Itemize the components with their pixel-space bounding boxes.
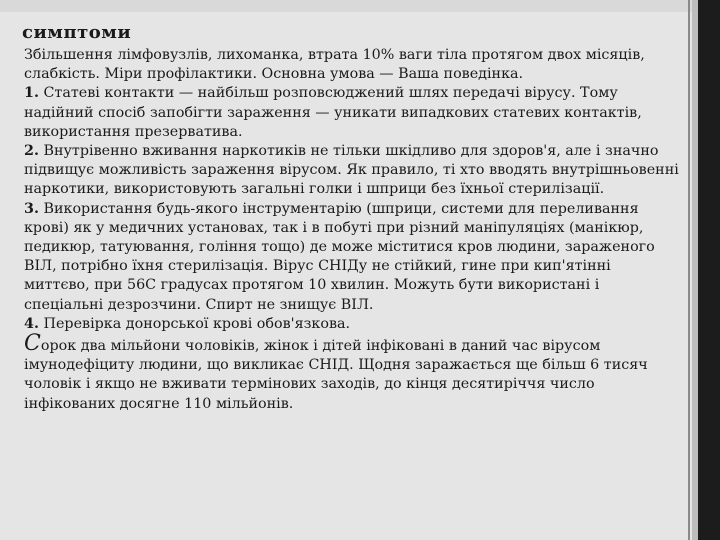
closing-paragraph [20, 331, 680, 414]
intro-paragraph: Збільшення лімфовузлів, лихоманка, втрата 10% ваги тіла протягом двох місяців, слабкість. Міри профілактики. Основна умова — Ваша поведінка. [24, 47, 645, 83]
top-bar [0, 0, 720, 12]
item-text: Перевірка донорської крові обов'язкова. [38, 315, 351, 332]
item-text: Використання будь-якого інструментарію (шприци, системи для переливання крові) як у медичних установах, так і в побуті при різний маніпуляціях (манікюр, педикюр, татуювання, гоління тощо) де може міститися кров людини, зараженого ВІЛ, потрібно їхня стерилізація. Вірус СНІДу не стійкий, гине при кип'ятінні миттєво, при 56С градусах протягом 10 хвилин. Можуть бути використані і спеціальні дезрозчини. Спирт не знищує ВІЛ. [24, 200, 655, 313]
text-content [20, 22, 680, 414]
item-text: Статеві контакти — найбільш розповсюджений шлях передачі вірусу. Тому надійний спосіб запобігти зараження — уникати випадкових статевих контактів, використання презервативa. [24, 85, 642, 140]
closing-text: орок два мільйони чоловіків, жінок і дітей інфіковані в даний час вірусом імунодефіциту людини, що викликає СНІД. Щодня заражається ще більш 6 тисяч чоловік і якщо не вживати термінових заходів, до кінця десятиріччя число інфікованих досягне 110 мільйонів. [24, 338, 648, 412]
item-number: 2. [24, 143, 39, 160]
item-3 [20, 200, 680, 315]
item-number: 3. [24, 200, 39, 217]
item-2 [20, 142, 680, 200]
right-thin-line [688, 0, 690, 540]
slide-title: симптоми [22, 22, 132, 43]
item-text: Внутрівенно вживання наркотиків не тільки шкідливо для здоров'я, але і значно підвищує можливість зараження вірусом. Як правило, ті хто вводять внутрішньовенні наркотики, використовують загальні голки і шприци без їхньої стерилізації. [24, 143, 679, 198]
item-number: 4. [24, 315, 39, 332]
item-1 [20, 84, 680, 142]
item-number: 1. [24, 85, 39, 102]
item-4 [20, 315, 680, 334]
drop-initial: С [24, 331, 41, 357]
right-dark-band [698, 0, 720, 540]
